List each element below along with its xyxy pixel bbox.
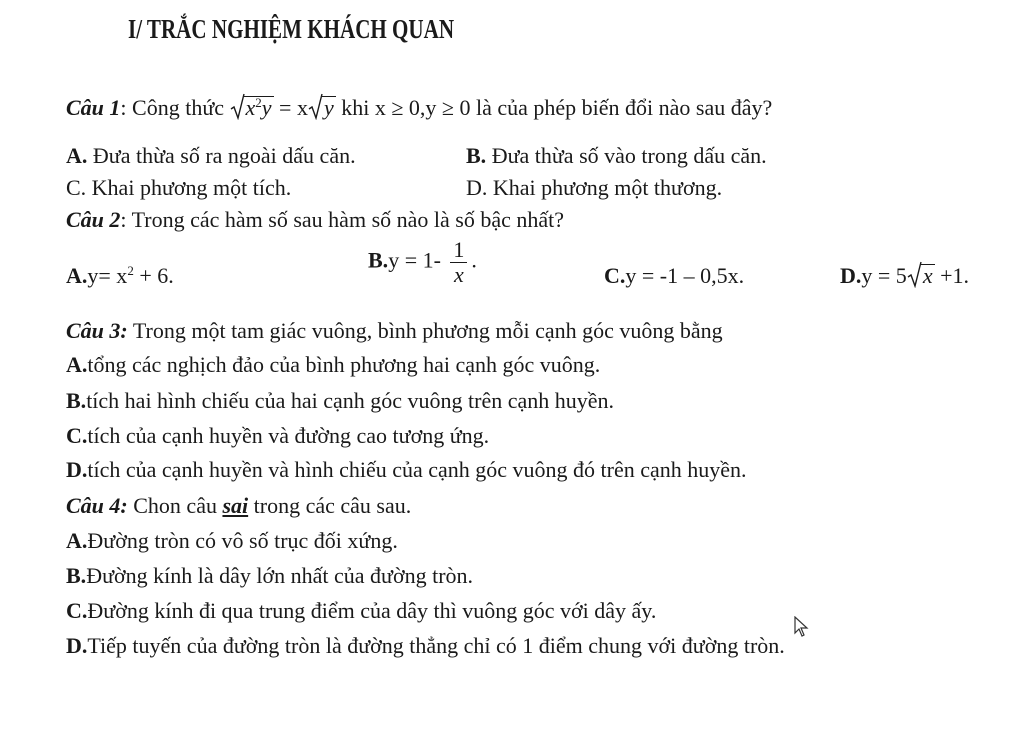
question-4-option-c: C.Đường kính đi qua trung điểm của dây thì vuông góc với dây ấy. [66, 598, 657, 623]
question-1-suffix: là của phép biến đổi nào sau đây? [476, 95, 773, 120]
question-1-label: Câu 1 [66, 95, 121, 120]
question-1-option-b: B. Đưa thừa số vào trong dấu căn. [466, 143, 767, 168]
question-1-option-d: D. Khai phương một thương. [466, 175, 723, 200]
section-title: I/ TRẮC NGHIỆM KHÁCH QUAN [128, 14, 455, 44]
question-2-text: : Trong các hàm số sau hàm số nào là số bậc nhất? [120, 207, 564, 232]
question-4-option-d: D.Tiếp tuyến của đường tròn là đường thẳng chỉ có 1 điểm chung với đường tròn. [66, 633, 785, 658]
emphasis-sai: sai [222, 493, 249, 518]
question-3 [66, 317, 723, 345]
question-1-condition: khi x ≥ 0,y ≥ 0 [335, 95, 476, 120]
question-2-label: Câu 2 [66, 207, 121, 232]
question-4: Câu 4: Chon câu sai trong các câu sau. [66, 493, 412, 518]
question-1-equals: = x [273, 95, 308, 120]
question-1-prefix: : Công thức [120, 95, 230, 120]
question-2-option-c: C.y = -1 – 0,5x. [604, 263, 745, 288]
question-3-text: Trong một tam giác vuông, bình phương mỗi cạnh góc vuông bằng [127, 318, 723, 343]
question-1-option-c: C. Khai phương một tích. [66, 175, 292, 200]
question-2 [66, 206, 564, 234]
question-4-label: Câu 4: [66, 493, 128, 518]
sqrt-y: y [308, 94, 336, 122]
mouse-pointer-icon [794, 616, 810, 638]
question-4-option-b: B.Đường kính là dây lớn nhất của đường tròn. [66, 563, 474, 588]
question-1-option-a: A. Đưa thừa số ra ngoài dấu căn. [66, 143, 356, 168]
question-3-option-c: C.tích của cạnh huyền và đường cao tương ứng. [66, 423, 490, 448]
question-3-option-a: A.tổng các nghịch đảo của bình phương hai cạnh góc vuông. [66, 352, 601, 377]
sqrt-x2y: $x^2y$ [230, 94, 274, 122]
question-3-option-b: B.tích hai hình chiếu của hai cạnh góc vuông trên cạnh huyền. [66, 388, 615, 413]
sqrt-x: x [907, 262, 935, 290]
question-2-option-d: D.y = 5 x +1. [840, 263, 969, 288]
question-2-option-a: $A.y= x^2 + 6$. [66, 263, 174, 288]
question-1 [66, 94, 772, 122]
question-2-option-b: B.y = 1- $\frac{1}{x}$ . [368, 237, 477, 287]
question-3-option-d: D.tích của cạnh huyền và hình chiếu của cạnh góc vuông đó trên cạnh huyền. [66, 457, 747, 482]
fraction-1-over-x: $\frac{1}{x}$ [450, 238, 467, 287]
question-3-label: Câu 3: [66, 318, 128, 343]
question-4-option-a: A.Đường tròn có vô số trục đối xứng. [66, 528, 398, 553]
